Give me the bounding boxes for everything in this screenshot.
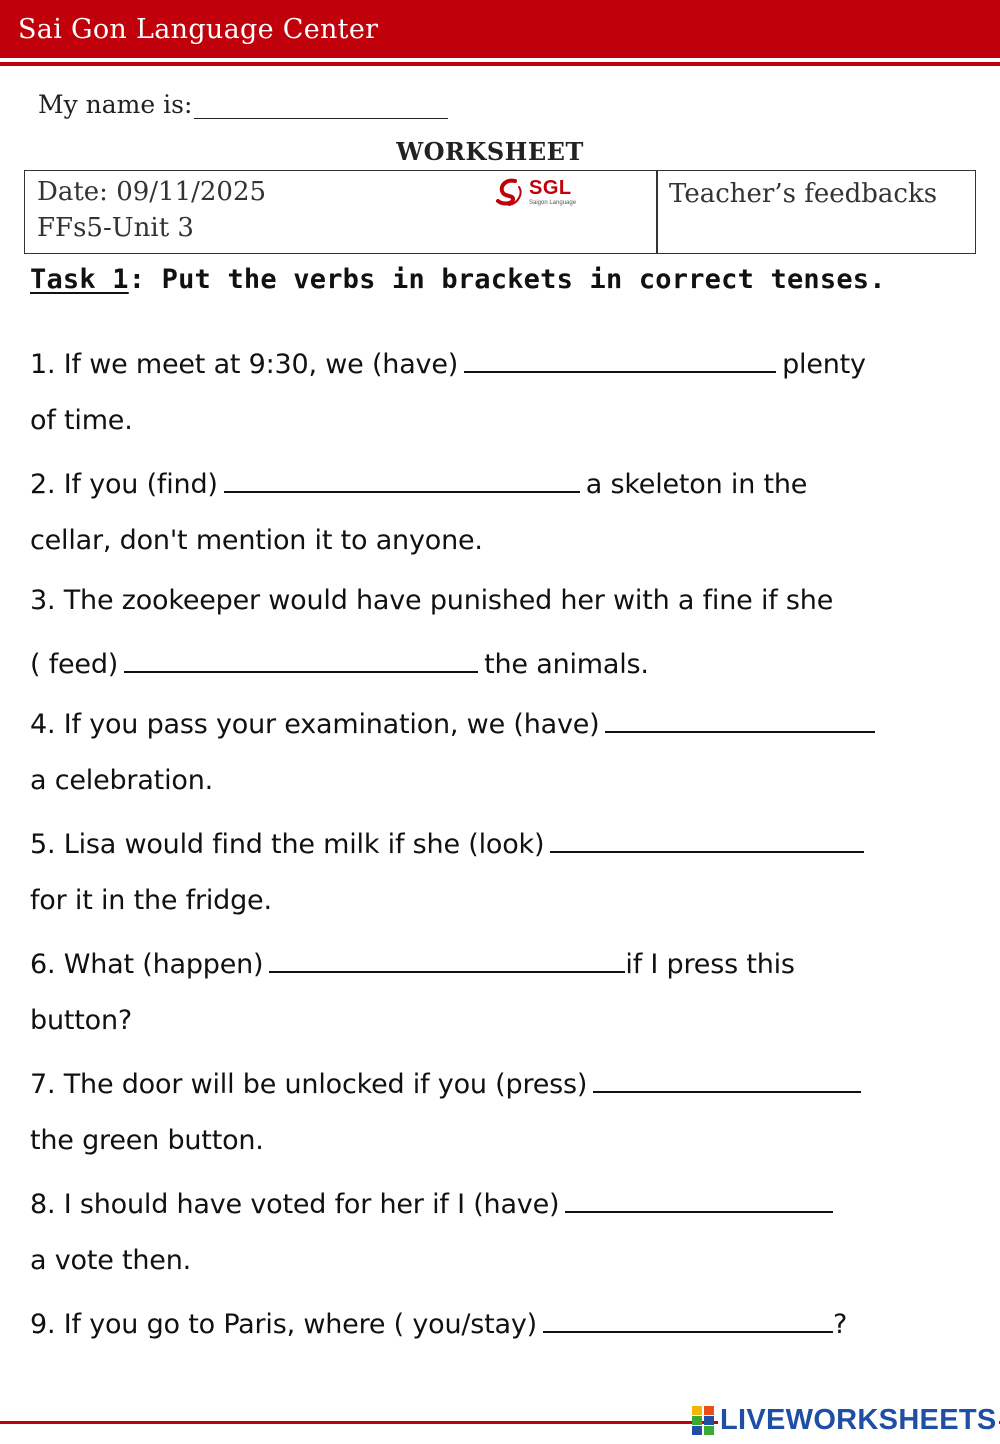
question-item xyxy=(30,585,970,705)
header-bar xyxy=(0,0,1000,58)
question-list xyxy=(30,345,970,1425)
logo-text: SGL xyxy=(529,177,572,199)
liveworksheets-brand: LIVEWORKSHEETS xyxy=(720,1404,997,1436)
question-text: 5. Lisa would find the milk if she (look) xyxy=(30,829,545,860)
header-title: Sai Gon Language Center xyxy=(18,14,379,45)
question-item xyxy=(30,1065,970,1185)
question-text: the green button. xyxy=(30,1125,264,1156)
question-text: 7. The door will be unlocked if you (press) xyxy=(30,1069,588,1100)
question-text: 2. If you (find) xyxy=(30,469,218,500)
question-text: ? xyxy=(833,1309,848,1340)
question-item xyxy=(30,705,970,825)
question-item xyxy=(30,345,970,465)
question-text: 6. What (happen) xyxy=(30,949,264,980)
question-text: if I press this xyxy=(625,949,795,980)
header-divider xyxy=(0,62,1000,66)
answer-blank[interactable] xyxy=(224,465,580,493)
question-text: a vote then. xyxy=(30,1245,192,1276)
question-text: plenty xyxy=(782,349,866,380)
question-text: a skeleton in the xyxy=(585,469,808,500)
question-item xyxy=(30,945,970,1065)
liveworksheets-mark-icon xyxy=(692,1406,716,1436)
question-text: 9. If you go to Paris, where ( you/stay) xyxy=(30,1309,538,1340)
answer-blank[interactable] xyxy=(269,945,625,973)
unit-text: FFs5-Unit 3 xyxy=(37,213,194,243)
task-title xyxy=(30,264,886,295)
question-text: 4. If you pass your examination, we (have) xyxy=(30,709,600,740)
info-box xyxy=(24,170,976,254)
answer-blank[interactable] xyxy=(464,345,776,373)
question-text: of time. xyxy=(30,405,133,436)
question-text: for it in the fridge. xyxy=(30,885,272,916)
answer-blank[interactable] xyxy=(593,1065,861,1093)
question-text: a celebration. xyxy=(30,765,213,796)
question-text: 1. If we meet at 9:30, we (have) xyxy=(30,349,459,380)
task-label: Task 1 xyxy=(30,264,129,295)
worksheet-title: WORKSHEET xyxy=(396,137,584,166)
sgl-swirl-icon xyxy=(493,175,527,209)
info-divider xyxy=(656,171,658,253)
question-text: 3. The zookeeper would have punished her with a fine if she xyxy=(30,585,834,616)
date-text: Date: 09/11/2025 xyxy=(37,177,267,207)
answer-blank[interactable] xyxy=(565,1185,833,1213)
feedback-label: Teacher’s feedbacks xyxy=(669,179,938,209)
question-text: button? xyxy=(30,1005,132,1036)
name-row xyxy=(38,90,448,119)
answer-blank[interactable] xyxy=(543,1305,833,1333)
answer-blank[interactable] xyxy=(605,705,875,733)
name-blank-line[interactable] xyxy=(194,94,448,119)
answer-blank[interactable] xyxy=(550,825,864,853)
question-item xyxy=(30,1185,970,1305)
name-label: My name is: xyxy=(38,90,193,119)
logo-subtext: Saigon Language xyxy=(529,200,577,206)
question-text: cellar, don't mention it to anyone. xyxy=(30,525,483,556)
liveworksheets-logo xyxy=(690,1404,997,1440)
answer-blank[interactable] xyxy=(124,645,478,673)
question-item xyxy=(30,465,970,585)
question-text: ( feed) xyxy=(30,649,119,680)
task-instruction: : Put the verbs in brackets in correct tenses. xyxy=(128,264,886,295)
question-text: the animals. xyxy=(484,649,649,680)
question-text: 8. I should have voted for her if I (have) xyxy=(30,1189,560,1220)
sgl-logo xyxy=(493,175,593,211)
question-item xyxy=(30,825,970,945)
